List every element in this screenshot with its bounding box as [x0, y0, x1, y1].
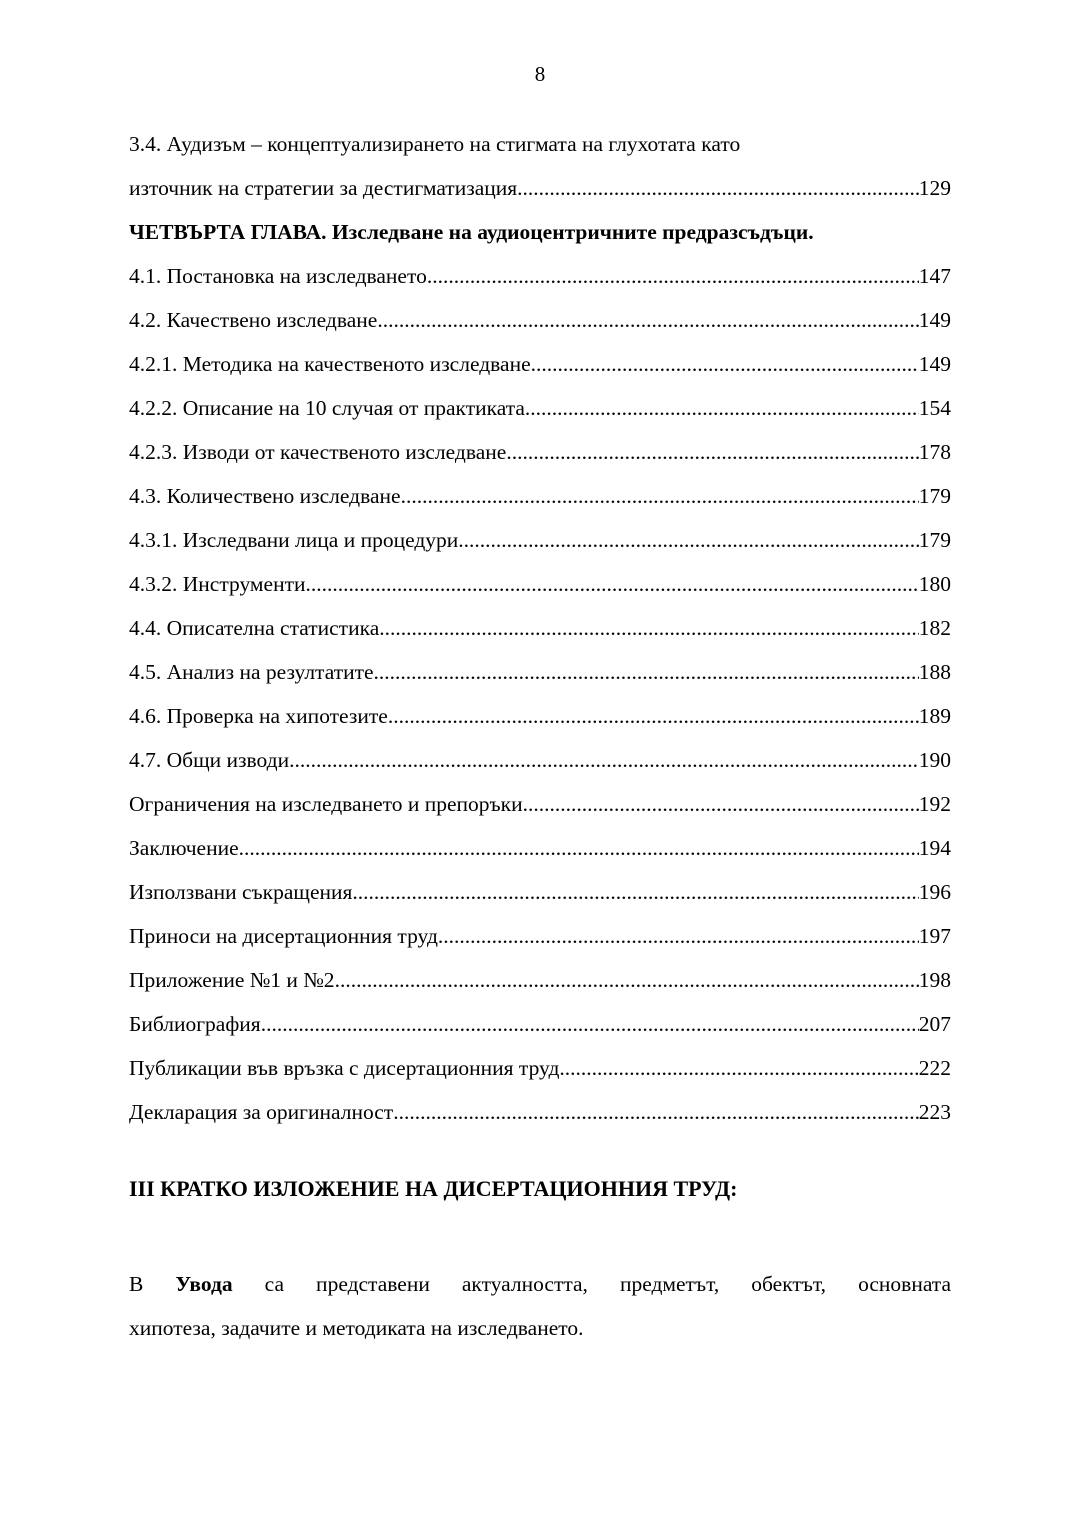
toc-leader-dots — [239, 826, 919, 870]
toc-entry-label: 4.2. Качествено изследване — [129, 308, 378, 332]
toc-entry-label: 4.2.1. Методика на качественото изследване — [129, 352, 531, 376]
toc-entry-label: 4.5. Анализ на резултатите — [129, 660, 374, 684]
toc-entry-label: 4.2.3. Изводи от качественото изследване — [129, 440, 507, 464]
toc-entry-label: Библиография — [129, 1012, 261, 1036]
toc-leader-dots — [374, 650, 919, 694]
toc-entry-page: 222 — [918, 1056, 951, 1080]
toc-entry-label: 4.2.2. Описание на 10 случая от практиката — [129, 396, 525, 420]
toc-entry-label: 4.4. Описателна статистика — [129, 616, 380, 640]
toc-entry-page: 179 — [918, 528, 951, 552]
toc-entry — [129, 254, 951, 298]
toc-entry-page: 189 — [918, 704, 951, 728]
toc-entry-page: 154 — [918, 396, 951, 420]
toc-entry-page: 192 — [918, 792, 951, 816]
toc-leader-dots — [523, 782, 919, 826]
toc-entry-label: 4.3.1. Изследвани лица и процедури — [129, 528, 459, 552]
intro-bold-word: Увода — [175, 1272, 233, 1296]
page-number: 8 — [534, 62, 546, 86]
toc-leader-dots — [305, 562, 918, 606]
toc-leader-dots — [559, 1046, 918, 1090]
toc-leader-dots — [352, 870, 918, 914]
toc-leader-dots — [427, 254, 919, 298]
toc-entry — [129, 474, 951, 518]
toc-entry-label: 4.3.2. Инструменти — [129, 572, 306, 596]
toc-leader-dots — [261, 1002, 919, 1046]
toc-entry-page: 178 — [918, 440, 951, 464]
toc-entry-label: Публикации във връзка с дисертационния труд — [129, 1056, 560, 1080]
toc-entry — [129, 914, 951, 958]
toc-entry-page: 129 — [918, 176, 951, 200]
toc-entry — [129, 694, 951, 738]
toc-entry-page: 180 — [918, 572, 951, 596]
toc-leader-dots — [377, 298, 918, 342]
intro-line2: хипотеза, задачите и методиката на изследването. — [129, 1316, 584, 1340]
toc-entry — [129, 1002, 951, 1046]
toc-chapter4-heading: ЧЕТВЪРТА ГЛАВА. Изследване на аудиоцентричните предразсъдъци. — [129, 220, 814, 244]
toc-entry-page: 190 — [918, 748, 951, 772]
intro-paragraph — [129, 1262, 951, 1350]
toc-entry-3-4-line2 — [129, 166, 951, 210]
toc-entry — [129, 518, 951, 562]
toc-entry — [129, 606, 951, 650]
toc-entries-list — [129, 254, 951, 1134]
toc-entry-label: Използвани съкращения — [129, 880, 353, 904]
toc-entry — [129, 826, 951, 870]
toc-entry-page: 207 — [918, 1012, 951, 1036]
toc-entry-label: 4.7. Общи изводи — [129, 748, 290, 772]
toc-leader-dots — [458, 518, 918, 562]
toc-entry-page: 198 — [918, 968, 951, 992]
toc-entry-label: Заключение — [129, 836, 239, 860]
toc-entry-label: Приноси на дисертационния труд — [129, 924, 438, 948]
toc-entry — [129, 342, 951, 386]
toc-entry-page: 149 — [918, 352, 951, 376]
toc-leader-dots — [379, 606, 919, 650]
toc-leader-dots — [401, 474, 919, 518]
toc-entry — [129, 430, 951, 474]
toc-entry — [129, 386, 951, 430]
toc-entry — [129, 782, 951, 826]
toc-entry-page: 149 — [918, 308, 951, 332]
toc-entry-label: Приложение №1 и №2 — [129, 968, 335, 992]
toc-leader-dots — [531, 342, 919, 386]
toc-entry-page: 197 — [918, 924, 951, 948]
toc-entry — [129, 298, 951, 342]
toc-leader-dots — [393, 1090, 919, 1134]
toc-entry-label: 4.6. Проверка на хипотезите — [129, 704, 388, 728]
toc-entry — [129, 1090, 951, 1134]
toc-entry-3-4-line1: 3.4. Аудизъм – концептуализирането на стигмата на глухотата като — [129, 132, 741, 156]
intro-prefix: В — [129, 1272, 176, 1296]
toc-entry-page: 182 — [918, 616, 951, 640]
toc-entry — [129, 650, 951, 694]
toc-leader-dots — [388, 694, 919, 738]
toc-leader-dots — [525, 386, 919, 430]
toc-entry-page: 196 — [918, 880, 951, 904]
toc-entry — [129, 958, 951, 1002]
toc-entry-page: 194 — [918, 836, 951, 860]
toc-entry-page: 188 — [918, 660, 951, 684]
toc-entry-page: 179 — [918, 484, 951, 508]
table-of-contents — [129, 122, 951, 1134]
toc-leader-dots — [438, 914, 919, 958]
toc-entry — [129, 1046, 951, 1090]
intro-line1-rest: са представени актуалността, предметът, обектът, основната — [232, 1272, 952, 1296]
toc-entry-label: Декларация за оригиналност — [129, 1100, 394, 1124]
toc-entry-label: Ограничения на изследването и препоръки — [129, 792, 523, 816]
section-title: III КРАТКО ИЗЛОЖЕНИЕ НА ДИСЕРТАЦИОННИЯ ТРУД: — [129, 1176, 738, 1201]
toc-entry — [129, 738, 951, 782]
toc-entry-label: източник на стратегии за дестигматизация — [129, 176, 518, 200]
toc-entry — [129, 562, 951, 606]
toc-entry-page: 223 — [918, 1100, 951, 1124]
toc-leader-dots — [506, 430, 918, 474]
toc-leader-dots — [517, 166, 919, 210]
toc-leader-dots — [289, 738, 919, 782]
toc-entry-label: 4.3. Количествено изследване — [129, 484, 401, 508]
intro-line1 — [129, 1262, 951, 1306]
toc-entry-page: 147 — [918, 264, 951, 288]
toc-entry — [129, 870, 951, 914]
toc-entry-label: 4.1. Постановка на изследването — [129, 264, 427, 288]
toc-leader-dots — [335, 958, 919, 1002]
